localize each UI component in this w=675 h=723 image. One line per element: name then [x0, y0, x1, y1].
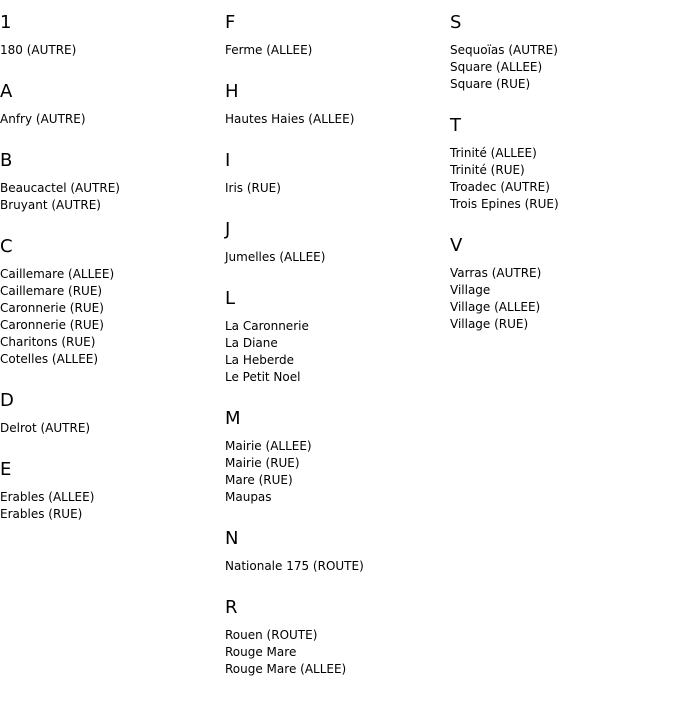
letter-group	[450, 115, 670, 213]
street-link[interactable]: Delrot (AUTRE)	[0, 421, 91, 435]
letter-group	[0, 236, 220, 368]
letter-group	[225, 288, 445, 386]
street-list	[450, 265, 670, 333]
street-link[interactable]: Erables (ALLEE)	[0, 490, 95, 504]
street-list	[225, 111, 445, 128]
letter-heading: S	[450, 12, 462, 33]
street-link[interactable]: Beaucactel (AUTRE)	[0, 181, 120, 195]
street-list	[225, 627, 445, 678]
column-1	[0, 12, 220, 545]
letter-group	[450, 235, 670, 333]
street-link[interactable]: Iris (RUE)	[225, 181, 281, 195]
street-list	[0, 266, 220, 368]
street-link[interactable]: Caillemare (RUE)	[0, 284, 103, 298]
letter-group	[0, 390, 220, 437]
letter-heading: V	[450, 235, 463, 256]
street-link[interactable]: Trois Epines (RUE)	[450, 197, 559, 211]
letter-heading: F	[225, 12, 236, 33]
letter-group	[225, 597, 445, 678]
letter-heading: J	[225, 219, 231, 240]
street-list	[450, 145, 670, 213]
letter-group	[0, 81, 220, 128]
street-link[interactable]: Square (RUE)	[450, 77, 531, 91]
letter-heading: D	[0, 390, 14, 411]
street-link[interactable]: Troadec (AUTRE)	[450, 180, 550, 194]
street-link[interactable]: Mairie (ALLEE)	[225, 439, 312, 453]
street-link[interactable]: Ferme (ALLEE)	[225, 43, 313, 57]
street-link[interactable]: Village	[450, 283, 491, 297]
street-link[interactable]: Village (ALLEE)	[450, 300, 541, 314]
street-link[interactable]: Maupas	[225, 490, 272, 504]
street-link[interactable]: La Diane	[225, 336, 278, 350]
street-link[interactable]: Hautes Haies (ALLEE)	[225, 112, 355, 126]
letter-group	[225, 150, 445, 197]
street-link[interactable]: 180 (AUTRE)	[0, 43, 77, 57]
street-list	[225, 180, 445, 197]
street-link[interactable]: Trinité (ALLEE)	[450, 146, 537, 160]
street-link[interactable]: Le Petit Noel	[225, 370, 301, 384]
street-link[interactable]: Jumelles (ALLEE)	[225, 250, 326, 264]
letter-heading: C	[0, 236, 13, 257]
street-link[interactable]: Rouge Mare	[225, 645, 297, 659]
street-list	[225, 42, 445, 59]
street-link[interactable]: Anfry (AUTRE)	[0, 112, 86, 126]
street-link[interactable]: La Heberde	[225, 353, 294, 367]
letter-group	[225, 81, 445, 128]
street-list	[225, 249, 445, 266]
street-link[interactable]: Erables (RUE)	[0, 507, 83, 521]
column-3	[450, 12, 670, 355]
letter-group	[225, 12, 445, 59]
letter-group	[450, 12, 670, 93]
street-list	[0, 420, 220, 437]
letter-group	[0, 12, 220, 59]
letter-group	[0, 150, 220, 214]
street-link[interactable]: Mairie (RUE)	[225, 456, 300, 470]
street-link[interactable]: Sequoïas (AUTRE)	[450, 43, 558, 57]
street-link[interactable]: Bruyant (AUTRE)	[0, 198, 101, 212]
street-link[interactable]: Mare (RUE)	[225, 473, 293, 487]
letter-heading: R	[225, 597, 238, 618]
letter-group	[225, 408, 445, 506]
street-link[interactable]: Cotelles (ALLEE)	[0, 352, 99, 366]
street-link[interactable]: La Caronnerie	[225, 319, 309, 333]
street-link[interactable]: Charitons (RUE)	[0, 335, 96, 349]
street-link[interactable]: Caillemare (ALLEE)	[0, 267, 115, 281]
street-list	[225, 438, 445, 506]
letter-heading: B	[0, 150, 13, 171]
letter-heading: H	[225, 81, 239, 102]
column-2	[225, 12, 445, 700]
street-list	[450, 42, 670, 93]
street-link[interactable]: Rouge Mare (ALLEE)	[225, 662, 347, 676]
street-list	[0, 42, 220, 59]
letter-group	[225, 219, 445, 266]
letter-heading: I	[225, 150, 231, 171]
letter-heading: N	[225, 528, 239, 549]
street-link[interactable]: Caronnerie (RUE)	[0, 318, 104, 332]
letter-heading: T	[450, 115, 461, 136]
letter-group	[225, 528, 445, 575]
street-link[interactable]: Caronnerie (RUE)	[0, 301, 104, 315]
letter-heading: 1	[0, 12, 12, 33]
street-link[interactable]: Varras (AUTRE)	[450, 266, 542, 280]
letter-group	[0, 459, 220, 523]
street-link[interactable]: Village (RUE)	[450, 317, 529, 331]
letter-heading: M	[225, 408, 241, 429]
street-link[interactable]: Square (ALLEE)	[450, 60, 543, 74]
street-link[interactable]: Rouen (ROUTE)	[225, 628, 318, 642]
street-list	[0, 111, 220, 128]
street-list	[225, 558, 445, 575]
street-link[interactable]: Trinité (RUE)	[450, 163, 525, 177]
street-list	[225, 318, 445, 386]
letter-heading: A	[0, 81, 13, 102]
letter-heading: L	[225, 288, 236, 309]
street-link[interactable]: Nationale 175 (ROUTE)	[225, 559, 364, 573]
street-list	[0, 180, 220, 214]
letter-heading: E	[0, 459, 12, 480]
street-list	[0, 489, 220, 523]
